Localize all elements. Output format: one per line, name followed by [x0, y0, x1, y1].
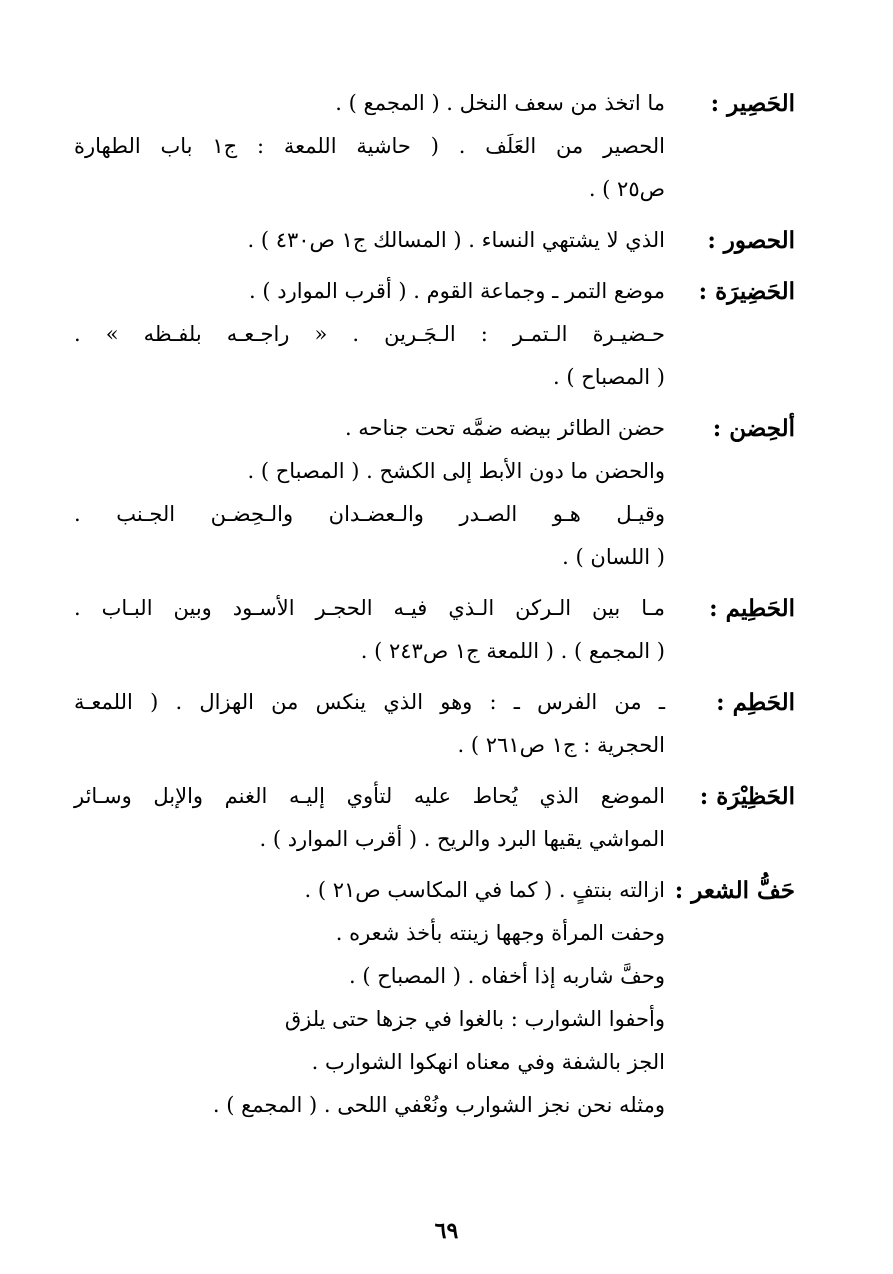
definition-line: الذي لا يشتهي النساء . ( المسالك ج١ ص٤٣٠ ) .	[247, 228, 665, 252]
definition-line: الحصير من العَلَف . ( حاشية اللمعة : ج١ باب الطهارة	[74, 134, 666, 158]
definition-line: وأحفوا الشوارب : بالغوا في جزها حتى يلزق	[284, 1007, 665, 1031]
entry-hasur	[70, 219, 815, 262]
entry-term: الحَظِيْرَة :	[699, 783, 795, 810]
entries-list	[70, 82, 815, 1135]
entry-definition	[70, 681, 665, 767]
entry-definition	[70, 82, 665, 211]
entry-definition	[70, 270, 665, 399]
entry-hidn	[70, 407, 815, 579]
entry-hazira	[70, 775, 815, 861]
entry-term: الحَضِيرَة :	[698, 278, 795, 305]
entry-haff-alshar	[70, 869, 815, 1127]
entry-term: الحَطِيم :	[709, 595, 795, 622]
entry-hadira	[70, 270, 815, 399]
definition-line: موضع التمر ـ وجماعة القوم . ( أقرب الموارد ) .	[249, 279, 665, 303]
definition-line: حـضيـرة الـتمـر : الـجَـرين . « راجـعـه بلفـظه » .	[74, 322, 665, 346]
definition-line: ـ من الفرس ـ : وهو الذي ينكس من الهزال . ( اللمعـة	[74, 690, 665, 714]
definition-line: والحضن ما دون الأبط إلى الكشح . ( المصباح ) .	[247, 459, 665, 483]
entry-term: ألحِضن :	[712, 415, 795, 442]
definition-line: وقيـل هـو الصـدر والـعضـدان والـحِضـن الجـنب .	[74, 502, 665, 526]
definition-line: المواشي يقيها البرد والريح . ( أقرب الموارد ) .	[259, 827, 665, 851]
entry-definition	[70, 407, 665, 579]
entry-term: حَفُّ الشعر :	[674, 877, 795, 904]
entry-term: الحَطِم :	[716, 689, 795, 716]
definition-line: ومثله نحن نجز الشوارب ونُعْفي اللحى . ( المجمع ) .	[212, 1093, 665, 1117]
entry-definition	[70, 775, 665, 861]
definition-line: الجز بالشفة وفي معناه انهكوا الشوارب .	[311, 1050, 665, 1074]
entry-term: الحصور :	[707, 227, 795, 254]
definition-line: ص٢٥ ) .	[588, 177, 665, 201]
definition-line: الحجرية : ج١ ص٢٦١ ) .	[457, 733, 665, 757]
entry-hatim-horse	[70, 681, 815, 767]
definition-line: الموضع الذي يُحاط عليه لتأوي إليـه الغنم والإبل وسـائر	[74, 784, 665, 808]
definition-line: ازالته بنتفٍ . ( كما في المكاسب ص٢١ ) .	[304, 878, 665, 902]
definition-line: حضن الطائر بيضه ضمَّه تحت جناحه .	[344, 416, 665, 440]
definition-line: مـا بين الـركن الـذي فيـه الحجـر الأسـود وبين البـاب .	[74, 596, 665, 620]
entry-definition	[70, 587, 665, 673]
entry-hasir	[70, 82, 815, 211]
entry-definition	[70, 869, 665, 1127]
entry-term: الحَصِير :	[710, 90, 795, 117]
definition-line: وحفت المرأة وجهها زينته بأخذ شعره .	[335, 921, 665, 945]
definition-line: ( المجمع ) . ( اللمعة ج١ ص٢٤٣ ) .	[360, 639, 665, 663]
definition-line: وحفَّ شاربه إذا أخفاه . ( المصباح ) .	[349, 964, 665, 988]
entry-definition	[70, 219, 665, 262]
page-number: ٦٩	[434, 1218, 459, 1244]
definition-line: ما اتخذ من سعف النخل . ( المجمع ) .	[335, 91, 665, 115]
definition-line: ( اللسان ) .	[562, 545, 665, 569]
entry-hatim	[70, 587, 815, 673]
definition-line: ( المصباح ) .	[553, 365, 665, 389]
